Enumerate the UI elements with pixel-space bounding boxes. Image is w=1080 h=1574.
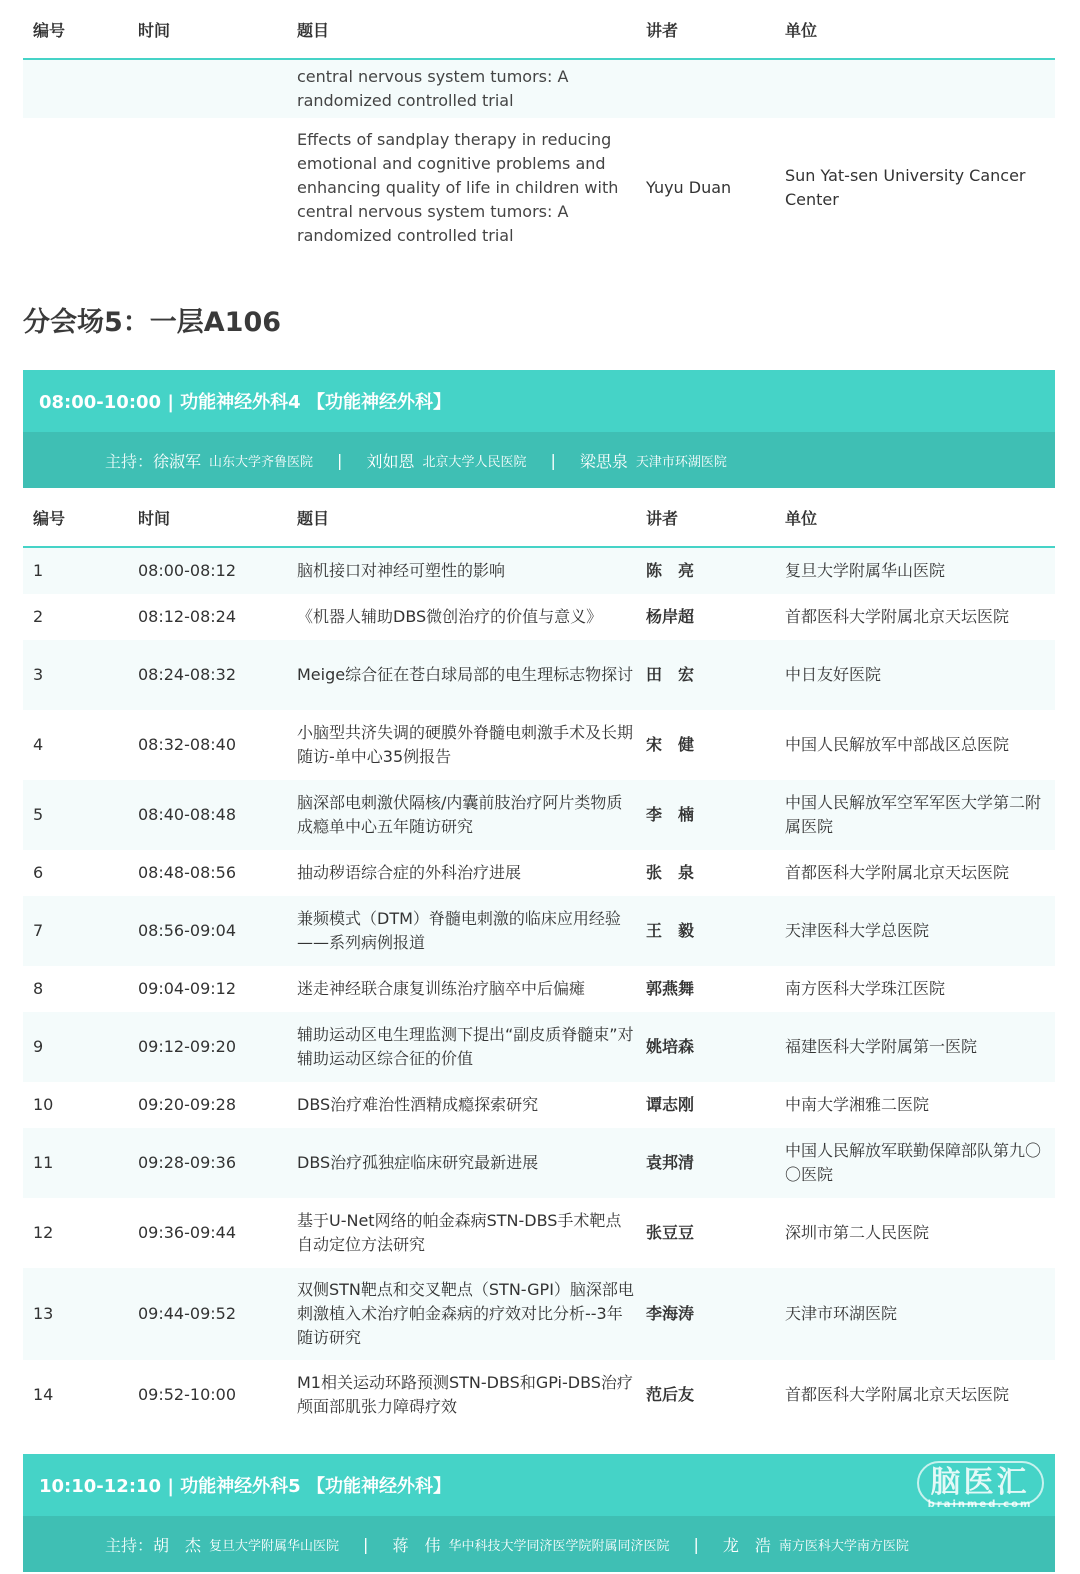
header-unit: 单位 bbox=[785, 20, 818, 40]
row-num: 5 bbox=[33, 805, 44, 824]
header-speaker: 讲者 bbox=[646, 508, 679, 528]
row-time: 08:12-08:24 bbox=[138, 607, 236, 626]
header-unit: 单位 bbox=[785, 508, 818, 528]
row-num: 2 bbox=[33, 607, 44, 626]
row-speaker: 张 泉 bbox=[646, 863, 695, 882]
row-title: 抽动秽语综合症的外科治疗进展 bbox=[297, 863, 522, 882]
row-speaker: 袁邦清 bbox=[646, 1153, 695, 1172]
row-unit: 首都医科大学附属北京天坛医院 bbox=[785, 863, 1010, 882]
row-time: 08:56-09:04 bbox=[138, 921, 236, 940]
table-row bbox=[23, 1012, 1055, 1082]
row-num: 14 bbox=[33, 1385, 54, 1404]
row-speaker: 姚培森 bbox=[646, 1037, 695, 1056]
host-name: 蒋 伟 bbox=[392, 1535, 441, 1555]
row-speaker: 宋 健 bbox=[646, 735, 695, 754]
row-speaker: Yuyu Duan bbox=[646, 178, 732, 197]
row-speaker: 王 毅 bbox=[646, 921, 695, 940]
row-time: 09:12-09:20 bbox=[138, 1037, 236, 1056]
host-name: 刘如恩 bbox=[366, 451, 415, 471]
host-org: 华中科技大学同济医学院附属同济医院 bbox=[448, 1538, 670, 1554]
row-title: Meige综合征在苍白球局部的电生理标志物探讨 bbox=[297, 665, 634, 684]
row-unit: 南方医科大学珠江医院 bbox=[785, 979, 946, 998]
row-num: 1 bbox=[33, 561, 44, 580]
row-num: 6 bbox=[33, 863, 44, 882]
row-time: 08:24-08:32 bbox=[138, 665, 236, 684]
table-row bbox=[23, 1082, 1055, 1128]
row-speaker: 李海涛 bbox=[646, 1304, 695, 1323]
row-unit: 复旦大学附属华山医院 bbox=[785, 561, 946, 580]
row-title: central nervous system tumors: A randomized controlled trial bbox=[297, 67, 569, 110]
host-separator: | bbox=[550, 450, 556, 470]
top-table bbox=[23, 0, 1055, 258]
block-header-text: 10:10-12:10 | 功能神经外科5 【功能神经外科】 bbox=[39, 1476, 451, 1497]
table-row bbox=[23, 548, 1055, 594]
host-name: 梁思泉 bbox=[579, 451, 628, 471]
watermark-url: brainmed.com bbox=[927, 1498, 1033, 1510]
host-org: 北京大学人民医院 bbox=[422, 454, 527, 470]
host-separator: | bbox=[693, 1534, 699, 1554]
table-row bbox=[23, 710, 1055, 780]
row-unit: 天津医科大学总医院 bbox=[785, 921, 930, 940]
watermark-logo: 脑医汇 bbox=[917, 1461, 1044, 1505]
row-time: 08:40-08:48 bbox=[138, 805, 236, 824]
header-time: 时间 bbox=[138, 508, 171, 528]
row-num: 13 bbox=[33, 1304, 54, 1323]
block-header bbox=[23, 1454, 1055, 1516]
row-unit: 首都医科大学附属北京天坛医院 bbox=[785, 607, 1010, 626]
row-title: DBS治疗孤独症临床研究最新进展 bbox=[297, 1153, 539, 1172]
row-time: 09:04-09:12 bbox=[138, 979, 236, 998]
row-time: 08:32-08:40 bbox=[138, 735, 236, 754]
row-title: DBS治疗难治性酒精成瘾探索研究 bbox=[297, 1095, 539, 1114]
row-title: M1相关运动环路预测STN-DBS和GPi-DBS治疗颅面部肌张力障碍疗效 bbox=[297, 1373, 633, 1416]
header-title: 题目 bbox=[297, 508, 330, 528]
header-num: 编号 bbox=[33, 508, 66, 528]
row-time: 09:20-09:28 bbox=[138, 1095, 236, 1114]
row-title: 脑深部电刺激伏隔核/内囊前肢治疗阿片类物质成瘾单中心五年随访研究 bbox=[297, 793, 623, 836]
row-unit: 中国人民解放军中部战区总医院 bbox=[785, 735, 1010, 754]
host-label: 主持： bbox=[105, 451, 154, 471]
row-num: 10 bbox=[33, 1095, 54, 1114]
table-row bbox=[23, 850, 1055, 896]
host-separator: | bbox=[363, 1534, 369, 1554]
row-unit: Sun Yat-sen University Cancer Center bbox=[785, 166, 1026, 209]
row-title: 迷走神经联合康复训练治疗脑卒中后偏瘫 bbox=[297, 979, 586, 998]
session-block-1 bbox=[23, 370, 1055, 1430]
session-title: 分会场5：一层A106 bbox=[23, 307, 282, 338]
row-num: 9 bbox=[33, 1037, 44, 1056]
host-separator: | bbox=[337, 450, 343, 470]
table-header bbox=[23, 0, 1055, 60]
row-speaker: 田 宏 bbox=[646, 665, 695, 684]
row-unit: 福建医科大学附属第一医院 bbox=[785, 1037, 978, 1056]
table-row bbox=[23, 1128, 1055, 1198]
row-time: 09:28-09:36 bbox=[138, 1153, 236, 1172]
row-unit: 中日友好医院 bbox=[785, 665, 882, 684]
row-speaker: 谭志刚 bbox=[646, 1095, 695, 1114]
row-speaker: 杨岸超 bbox=[646, 607, 695, 626]
row-speaker: 李 楠 bbox=[646, 805, 695, 824]
header-title: 题目 bbox=[297, 20, 330, 40]
table-row bbox=[23, 118, 1055, 258]
schedule-rows bbox=[23, 548, 1055, 1430]
row-time: 08:00-08:12 bbox=[138, 561, 236, 580]
table-row bbox=[23, 640, 1055, 710]
row-title: 《机器人辅助DBS微创治疗的价值与意义》 bbox=[297, 607, 603, 626]
row-title: 基于U-Net网络的帕金森病STN-DBS手术靶点自动定位方法研究 bbox=[297, 1211, 622, 1254]
table-row bbox=[23, 594, 1055, 640]
row-title: 小脑型共济失调的硬膜外脊髓电刺激手术及长期随访-单中心35例报告 bbox=[297, 723, 634, 766]
table-header bbox=[23, 488, 1055, 548]
row-title: 辅助运动区电生理监测下提出“副皮质脊髓束”对辅助运动区综合征的价值 bbox=[297, 1025, 634, 1068]
host-label: 主持： bbox=[105, 1535, 154, 1555]
table-row bbox=[23, 966, 1055, 1012]
header-time: 时间 bbox=[138, 20, 171, 40]
table-row bbox=[23, 1268, 1055, 1360]
host-org: 南方医科大学南方医院 bbox=[778, 1538, 909, 1554]
host-name: 胡 杰 bbox=[153, 1535, 202, 1555]
header-speaker: 讲者 bbox=[646, 20, 679, 40]
row-speaker: 范后友 bbox=[646, 1385, 695, 1404]
host-org: 山东大学齐鲁医院 bbox=[209, 454, 314, 470]
row-unit: 深圳市第二人民医院 bbox=[785, 1223, 930, 1242]
host-org: 复旦大学附属华山医院 bbox=[209, 1538, 340, 1554]
table-row bbox=[23, 1198, 1055, 1268]
row-speaker: 陈 亮 bbox=[646, 561, 695, 580]
row-num: 11 bbox=[33, 1153, 54, 1172]
table-row bbox=[23, 1360, 1055, 1430]
row-unit: 中国人民解放军联勤保障部队第九〇〇医院 bbox=[785, 1141, 1042, 1184]
row-title: 双侧STN靶点和交叉靶点（STN-GPI）脑深部电刺激植入术治疗帕金森病的疗效对比分析--3年随访研究 bbox=[297, 1280, 634, 1347]
row-time: 09:52-10:00 bbox=[138, 1385, 236, 1404]
row-num: 12 bbox=[33, 1223, 54, 1242]
host-name: 徐淑军 bbox=[153, 451, 202, 471]
row-time: 09:36-09:44 bbox=[138, 1223, 236, 1242]
row-speaker: 郭燕舞 bbox=[646, 979, 695, 998]
block-hosts bbox=[23, 432, 1055, 488]
table-row bbox=[23, 896, 1055, 966]
row-num: 8 bbox=[33, 979, 44, 998]
session-block-2 bbox=[23, 1454, 1055, 1572]
table-row bbox=[23, 780, 1055, 850]
row-title: 兼频模式（DTM）脊髓电刺激的临床应用经验——系列病例报道 bbox=[297, 909, 621, 952]
header-num: 编号 bbox=[33, 20, 66, 40]
row-time: 08:48-08:56 bbox=[138, 863, 236, 882]
brand-watermark bbox=[905, 1454, 1055, 1516]
row-title: 脑机接口对神经可塑性的影响 bbox=[297, 561, 506, 580]
row-unit: 天津市环湖医院 bbox=[785, 1304, 898, 1323]
row-num: 3 bbox=[33, 665, 44, 684]
block-header: 08:00-10:00 | 功能神经外科4 【功能神经外科】 bbox=[23, 370, 1055, 432]
host-name: 龙 浩 bbox=[722, 1535, 771, 1555]
row-time: 09:44-09:52 bbox=[138, 1304, 236, 1323]
host-org: 天津市环湖医院 bbox=[635, 454, 727, 470]
row-unit: 首都医科大学附属北京天坛医院 bbox=[785, 1385, 1010, 1404]
row-title: Effects of sandplay therapy in reducing emotional and cognitive problems and enhancing quality of life in children with central nervous system tumors: A randomized controlled trial bbox=[297, 130, 619, 245]
table-row bbox=[23, 60, 1055, 118]
block-hosts bbox=[23, 1516, 1055, 1572]
row-num: 7 bbox=[33, 921, 44, 940]
row-unit: 中南大学湘雅二医院 bbox=[785, 1095, 930, 1114]
row-speaker: 张豆豆 bbox=[646, 1223, 695, 1242]
row-unit: 中国人民解放军空军军医大学第二附属医院 bbox=[785, 793, 1042, 836]
row-num: 4 bbox=[33, 735, 44, 754]
